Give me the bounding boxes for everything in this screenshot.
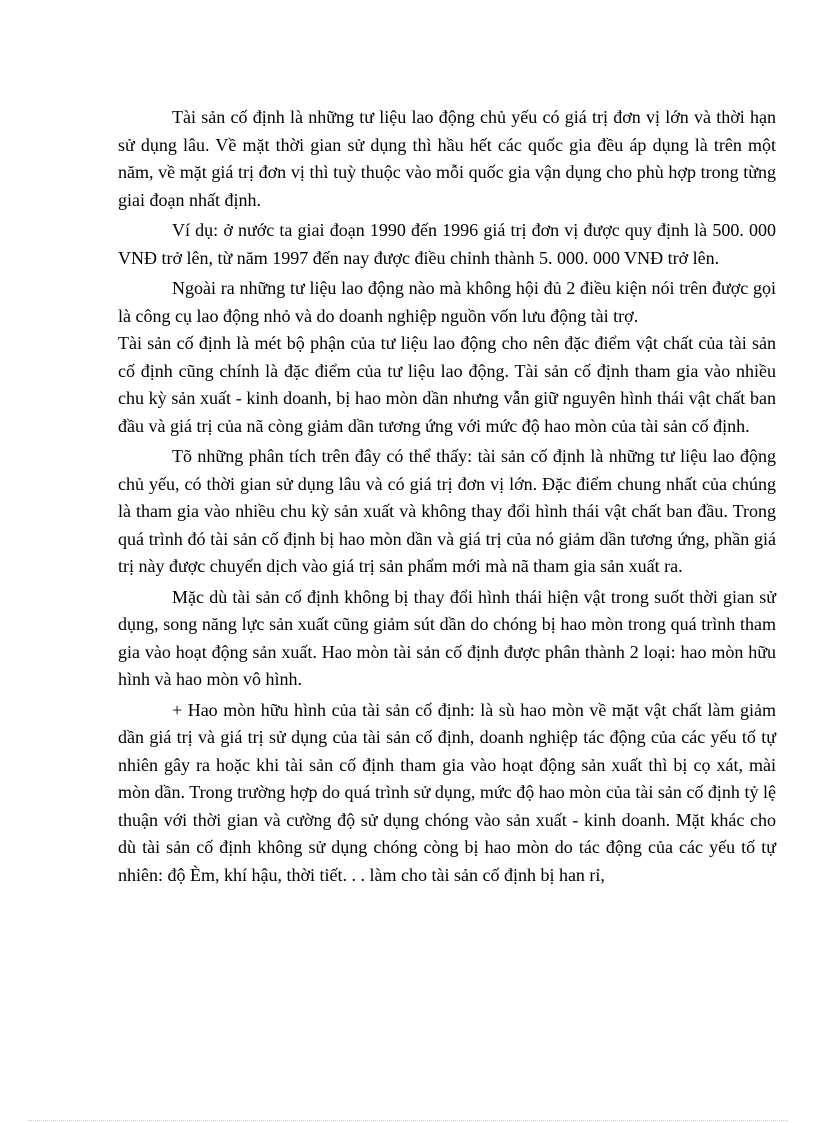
paragraph-small-tools: Ngoài ra những tư liệu lao động nào mà không hội đủ 2 điều kiện nói trên được gọi là công cụ lao động nhỏ và do doanh nghiệp nguồn vốn lưu động tài trợ.	[118, 278, 776, 326]
paragraph-definition: Tài sản cố định là những tư liệu lao động chủ yếu có giá trị đơn vị lớn và thời hạn sử dụng lâu. Về mặt thời gian sử dụng thì hầu hết các quốc gia đều áp dụng là trên một năm, về mặt giá trị đơn vị thì tuỳ thuộc vào mỗi quốc gia vận dụng cho phù hợp trong từng giai đoạn nhất định.	[118, 107, 776, 210]
document-body	[118, 104, 776, 889]
paragraph-example: Ví dụ: ở nước ta giai đoạn 1990 đến 1996 giá trị đơn vị được quy định là 500. 000 VNĐ trở lên, từ năm 1997 đến nay được điều chỉnh thành 5. 000. 000 VNĐ trở lên.	[118, 220, 776, 268]
paragraph-characteristics: Tài sản cố định là mét bộ phận của tư liệu lao động cho nên đặc điểm vật chất của tài sản cố định cũng chính là đặc điểm của tư liệu lao động. Tài sản cố định tham gia vào nhiều chu kỳ sản xuất - kinh doanh, bị hao mòn dần nhưng vẫn giữ nguyên hình thái vật chất ban đầu và giá trị của nã còng giảm dần tương ứng với mức độ hao mòn của tài sản cố định.	[118, 333, 776, 436]
paragraph-analysis: Tõ những phân tích trên đây có thể thấy: tài sản cố định là những tư liệu lao động chủ yếu, có thời gian sử dụng lâu và có giá trị đơn vị lớn. Đặc điểm chung nhất của chúng là tham gia vào nhiều chu kỳ sản xuất và không thay đổi hình thái vật chất ban đầu. Trong quá trình đó tài sản cố định bị hao mòn dần và giá trị của nó giảm dần tương ứng, phần giá trị này được chuyển dịch vào giá trị sản phẩm mới mà nã tham gia sản xuất ra.	[118, 446, 776, 576]
paragraph-tangible-wear: + Hao mòn hữu hình của tài sản cố định: là sù hao mòn về mặt vật chất làm giảm dần giá trị và giá trị sử dụng của tài sản cố định, doanh nghiệp tác động của các yếu tố tự nhiên gây ra hoặc khi tài sản cố định tham gia vào hoạt động sản xuất thì bị cọ xát, mài mòn dần. Trong trường hợp do quá trình sử dụng, mức độ hao mòn của tài sản cố định tỷ lệ thuận với thời gian và cường độ sử dụng chóng vào sản xuất - kinh doanh. Mặt khác cho dù tài sản cố định không sử dụng chóng còng bị hao mòn do tác động của các yếu tố tự nhiên: độ Èm, khí hậu, thời tiết. . . làm cho tài sản cố định bị han rỉ,	[118, 699, 776, 885]
paragraph-depreciation: Mặc dù tài sản cố định không bị thay đổi hình thái hiện vật trong suốt thời gian sử dụng, song năng lực sản xuất cũng giảm sút dần do chóng bị hao mòn trong quá trình tham gia vào hoạt động sản xuất. Hao mòn tài sản cố định được phân thành 2 loại: hao mòn hữu hình và hao mòn vô hình.	[118, 586, 776, 689]
page-bottom-divider	[28, 1120, 788, 1121]
